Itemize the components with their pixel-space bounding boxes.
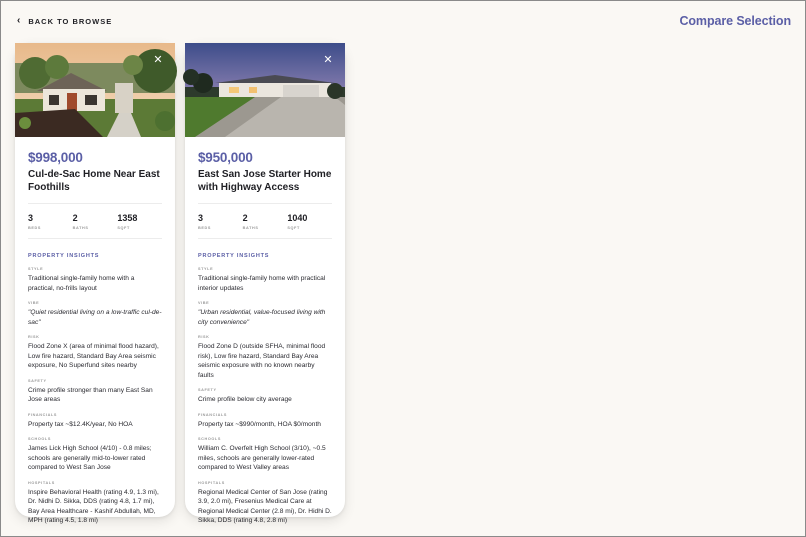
compare-selection-button[interactable]: Compare Selection xyxy=(679,14,791,28)
beds-value: 3 xyxy=(28,213,34,223)
price: $950,000 xyxy=(198,150,253,165)
section-value: William C. Overfelt High School (3/10), ~0.5 miles, schools are generally lower-rated compared to West Valley areas xyxy=(198,445,326,471)
section-label: VIBE xyxy=(198,301,210,305)
section-value: Property tax ~$990/month, HOA $0/month xyxy=(198,420,321,428)
remove-card-close-icon[interactable]: ✕ xyxy=(153,54,163,66)
property-title: East San Jose Starter Home with Highway Access xyxy=(198,169,332,193)
section-label: FINANCIALS xyxy=(28,412,57,417)
beds-value: 3 xyxy=(198,213,204,223)
section-label: SAFETY xyxy=(28,378,47,383)
safety-section xyxy=(198,388,332,405)
property-photo xyxy=(15,43,175,137)
vibe-section xyxy=(28,301,162,327)
section-value: Inspire Behavioral Health (rating 4.9, 1.3 mi), Dr. Nidhi D. Sikka, DDS (rating 4.8, 1.7 mi), Bay Area Healthcare - Kashif Abdullah, MD, MPH (rating 4.5, 1.8 mi) xyxy=(28,488,159,524)
baths-stat xyxy=(73,213,118,230)
section-label: RISK xyxy=(198,335,210,339)
insights-heading: PROPERTY INSIGHTS xyxy=(28,253,100,259)
schools-section xyxy=(28,437,162,473)
section-value: Crime profile stronger than many East San Jose areas xyxy=(28,386,153,403)
section-value: Traditional single-family home with a practical, no-frills layout xyxy=(28,275,135,292)
remove-card-close-icon[interactable]: ✕ xyxy=(323,54,333,66)
beds-stat xyxy=(198,213,243,230)
baths-value: 2 xyxy=(242,213,248,223)
section-label: FINANCIALS xyxy=(198,412,227,417)
sqft-label: SQFT xyxy=(287,226,300,230)
section-value: "Quiet residential living on a low-traffic cul-de-sac" xyxy=(28,309,162,326)
schools-section xyxy=(198,437,332,473)
sqft-value: 1358 xyxy=(117,213,138,223)
section-value: "Urban residential, value-focused living with city convenience" xyxy=(198,309,326,326)
beds-stat xyxy=(28,213,73,230)
price: $998,000 xyxy=(28,150,83,165)
safety-section xyxy=(28,379,162,405)
stats-row xyxy=(28,203,162,239)
property-card xyxy=(185,43,345,524)
section-label: SAFETY xyxy=(198,388,217,392)
back-to-browse-link[interactable] xyxy=(17,16,112,26)
baths-label: BATHS xyxy=(242,226,259,230)
stats-row xyxy=(198,203,332,239)
financials-section xyxy=(28,413,162,430)
section-value: Property tax ~$12.4K/year, No HOA xyxy=(28,420,133,428)
financials-section xyxy=(198,413,332,430)
sqft-label: SQFT xyxy=(117,226,130,230)
hospitals-section xyxy=(198,481,332,526)
back-label: BACK TO BROWSE xyxy=(28,16,113,26)
chevron-left-icon: ‹ xyxy=(17,15,22,26)
section-label: HOSPITALS xyxy=(198,480,225,485)
section-value: Flood Zone D (outside SFHA, minimal flood risk), Low fire hazard, Standard Bay Area seismic exposure with no known nearby faults xyxy=(198,343,326,379)
style-section xyxy=(28,267,162,293)
style-section xyxy=(198,267,332,293)
section-value: Flood Zone X (area of minimal flood hazard), Low fire hazard, Standard Bay Area seismic exposure, No Superfund sites nearby xyxy=(28,343,159,369)
property-photo xyxy=(185,43,345,137)
hospitals-section xyxy=(28,481,162,526)
baths-value: 2 xyxy=(72,213,78,223)
beds-label: BEDS xyxy=(198,226,211,230)
property-title: Cul-de-Sac Home Near East Foothills xyxy=(28,169,160,193)
section-label: VIBE xyxy=(28,301,40,305)
baths-stat xyxy=(243,213,288,230)
section-label: HOSPITALS xyxy=(28,480,55,485)
section-label: RISK xyxy=(28,335,40,339)
section-value: Traditional single-family home with practical interior updates xyxy=(198,275,326,292)
risk-section xyxy=(28,335,162,371)
section-label: STYLE xyxy=(198,267,214,271)
sqft-value: 1040 xyxy=(287,213,308,223)
section-value: Regional Medical Center of San Jose (rating 3.9, 2.0 mi), Fresenius Medical Care at Regional Medical Center (2.8 mi), Dr. Hidhi D. Sikka, DDS (rating 4.8, 2.8 mi) xyxy=(198,488,332,524)
insights-heading: PROPERTY INSIGHTS xyxy=(198,253,270,259)
section-value: Crime profile below city average xyxy=(198,396,292,403)
beds-label: BEDS xyxy=(28,226,41,230)
section-label: SCHOOLS xyxy=(198,437,221,441)
risk-section xyxy=(198,335,332,380)
property-card xyxy=(15,43,175,524)
sqft-stat xyxy=(287,213,332,230)
baths-label: BATHS xyxy=(72,226,89,230)
section-label: STYLE xyxy=(28,267,44,271)
vibe-section xyxy=(198,301,332,327)
section-label: SCHOOLS xyxy=(28,437,51,441)
section-value: James Lick High School (4/10) - 0.8 miles; schools are generally mid-to-lower rated compared to West San Jose xyxy=(28,445,152,471)
sqft-stat xyxy=(117,213,162,230)
